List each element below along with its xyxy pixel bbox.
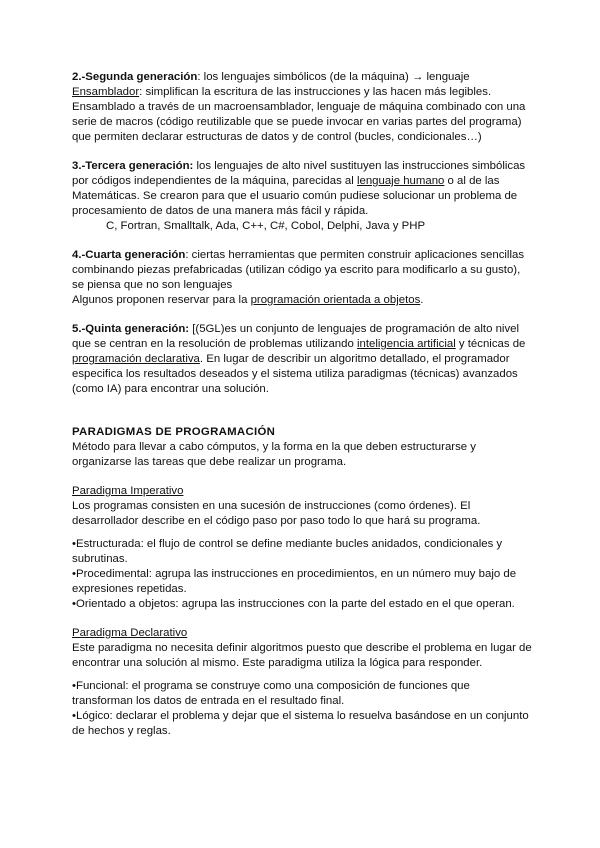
gen4-paragraph (72, 248, 532, 293)
gen5-text2: y técnicas de (455, 338, 526, 350)
declarativo-desc: Este paradigma no necesita definir algoritmos puesto que describe el problema en lugar de encontrar una solución al mismo. Este paradigma utiliza la lógica para responder. (72, 642, 532, 669)
gen4-label: 4.-Cuarta generación (72, 249, 186, 261)
gen3-text2: o al de las Matemáticas. Se crearon para que el usuario común pudiese solucionar un problema de procesamiento de datos de una manera más fácil y rápida. (72, 175, 518, 217)
document-page (72, 70, 532, 739)
paradigmas-intro: Método para llevar a cabo cómputos, y la forma en la que deben estructurarse y organizarse las tareas que debe realizar un programa. (72, 441, 476, 468)
gen5-text3: . En lugar de describir un algoritmo detallado, el programador especifica los resultados deseados y el sistema utiliza paradigmas (técnicas) avanzados (como IA) para encontrar una solución. (72, 353, 518, 395)
gen2-paragraph (72, 70, 532, 145)
imperativo-desc: Los programas consisten en una sucesión de instrucciones (como órdenes). El desarrollador describe en el código paso por paso todo lo que hará su programa. (72, 500, 481, 527)
gen5-paragraph (72, 322, 532, 397)
gen2-text1: : los lenguajes simbólicos (de la máquina) → lenguaje (197, 71, 470, 83)
gen4-paragraph-2 (72, 293, 532, 308)
gen3-paragraph (72, 159, 532, 219)
paradigmas-title: PARADIGMAS DE PROGRAMACIÓN (72, 426, 276, 438)
gen3-text1: los lenguajes de alto nivel sustituyen las instrucciones simbólicas por códigos independientes de la máquina, parecidas al (72, 160, 526, 187)
gen2-text2: : simplifican la escritura de las instrucciones y las hacen más legibles. Ensamblado a través de un macroensamblador, lenguaje de máquina combinado con una serie de macros (código reutilizable que se puede invocar en varias partes del programa) que permiten declarar estructuras de datos y de control (bucles, condicionales…) (72, 86, 526, 143)
ia-link[interactable]: inteligencia artificial (356, 338, 456, 350)
imperativo-heading (72, 484, 532, 499)
gen5-label: 5.-Quinta generación: (72, 323, 190, 335)
programacion-declarativa-link[interactable]: programación declarativa (72, 353, 200, 365)
gen2-label: 2.-Segunda generación (72, 71, 198, 83)
imperativo-heading-text: Paradigma Imperativo (72, 485, 184, 497)
poo-link[interactable]: programación orientada a objetos (250, 294, 421, 306)
gen4-text2: Algunos proponen reservar para la (72, 294, 251, 306)
list-item: •Funcional: el programa se construye como una composición de funciones que transforman los datos de entrada en el resultado final. (72, 680, 470, 707)
declarativo-heading-text: Paradigma Declarativo (72, 627, 188, 639)
declarativo-heading (72, 626, 532, 641)
gen4-text3: . (420, 294, 424, 306)
lenguaje-humano-link[interactable]: lenguaje humano (356, 175, 445, 187)
gen3-label: 3.-Tercera generación: (72, 160, 194, 172)
gen5-text1: [(5GL)es un conjunto de lenguajes de programación de alto nivel que se centran en la resolución de problemas utilizando (72, 323, 519, 350)
list-item: •Procedimental: agrupa las instrucciones en procedimientos, en un número muy bajo de expresiones repetidas. (72, 568, 517, 595)
ensamblador-link[interactable]: Ensamblador (72, 86, 140, 98)
list-item: •Lógico: declarar el problema y dejar que el sistema lo resuelva basándose en un conjunto de hechos y reglas. (72, 710, 529, 737)
gen3-languages: C, Fortran, Smalltalk, Ada, C++, C#, Cobol, Delphi, Java y PHP (106, 220, 426, 232)
list-item: •Orientado a objetos: agrupa las instrucciones con la parte del estado en el que operan. (72, 598, 515, 610)
gen4-text1: : ciertas herramientas que permiten construir aplicaciones sencillas combinando piezas prefabricadas (utilizan código ya escrito para modificarlo a su gusto), se piensa que no son lenguajes (72, 249, 525, 291)
list-item: •Estructurada: el flujo de control se define mediante bucles anidados, condicionales y subrutinas. (72, 538, 503, 565)
